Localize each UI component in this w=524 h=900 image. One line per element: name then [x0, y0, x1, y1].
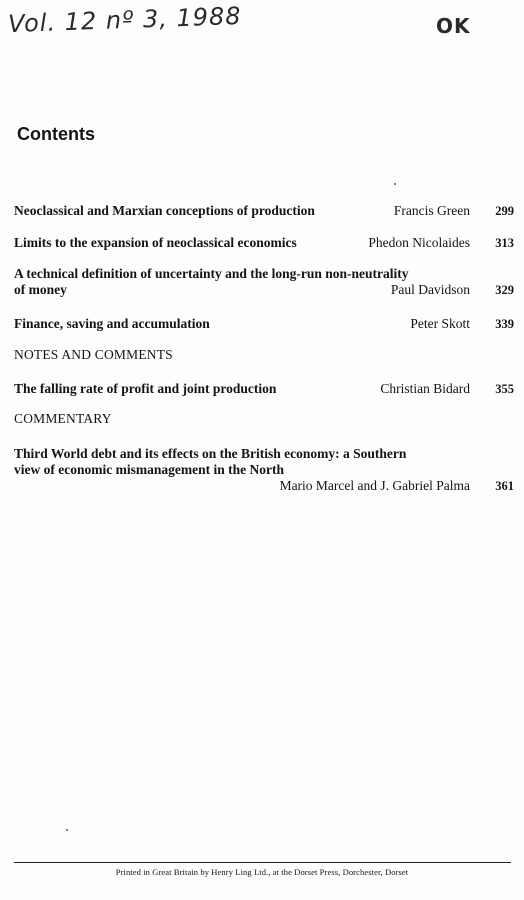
- toc-entry[interactable]: [14, 203, 514, 219]
- handwritten-ok-note: OK: [436, 14, 471, 38]
- article-author: Paul Davidson: [390, 282, 470, 297]
- toc-entry[interactable]: [14, 235, 514, 251]
- page-number: 313: [495, 236, 514, 250]
- article-title-line[interactable]: A technical definition of uncertainty and the long-run non-neutrality: [14, 266, 409, 281]
- article-title-line[interactable]: Third World debt and its effects on the British economy: a Southern: [14, 446, 407, 461]
- paper-speck: [394, 183, 396, 185]
- page-number: 339: [495, 317, 514, 331]
- article-author: Peter Skott: [410, 316, 470, 331]
- article-author: Phedon Nicolaides: [368, 235, 470, 250]
- page-number: 329: [495, 283, 514, 297]
- toc-entry[interactable]: [14, 381, 514, 397]
- article-author: Mario Marcel and J. Gabriel Palma: [279, 478, 470, 493]
- section-heading: COMMENTARY: [14, 411, 112, 426]
- footer-divider: [14, 862, 511, 863]
- article-title-line[interactable]: of money: [14, 282, 67, 297]
- article-title[interactable]: Limits to the expansion of neoclassical economics: [14, 235, 297, 250]
- article-author: Christian Bidard: [380, 381, 470, 396]
- article-title-line[interactable]: view of economic mismanagement in the North: [14, 462, 284, 477]
- article-title[interactable]: Neoclassical and Marxian conceptions of production: [14, 203, 315, 218]
- page-number: 361: [495, 479, 514, 493]
- page-number: 355: [495, 382, 514, 396]
- article-title[interactable]: The falling rate of profit and joint production: [14, 381, 277, 396]
- toc-entry[interactable]: [14, 316, 514, 332]
- handwritten-volume-note: Vol. 12 nº 3, 1988: [7, 1, 242, 39]
- page-number: 299: [495, 204, 514, 218]
- article-title[interactable]: Finance, saving and accumulation: [14, 316, 210, 331]
- article-author: Francis Green: [393, 203, 470, 218]
- paper-speck: [66, 829, 68, 831]
- section-heading: NOTES AND COMMENTS: [14, 347, 173, 362]
- toc-entry[interactable]: [14, 266, 514, 298]
- toc-entry[interactable]: [14, 446, 514, 494]
- printer-imprint: Printed in Great Britain by Henry Ling Ltd., at the Dorset Press, Dorchester, Dorset: [115, 867, 409, 877]
- contents-heading: Contents: [17, 124, 95, 144]
